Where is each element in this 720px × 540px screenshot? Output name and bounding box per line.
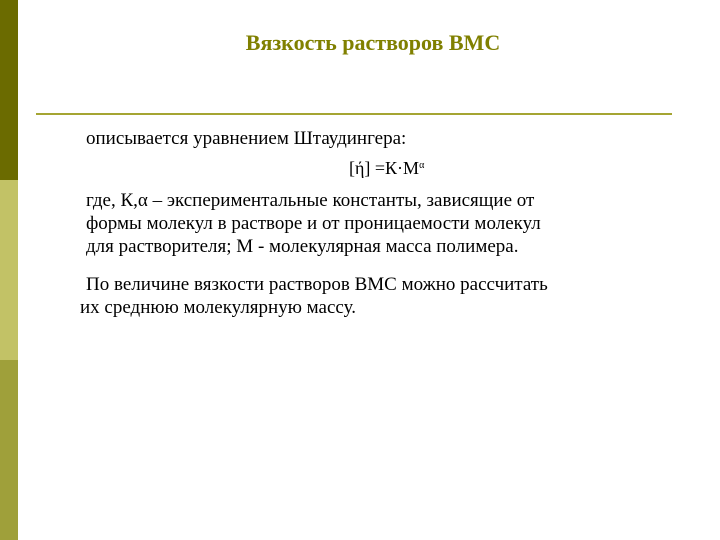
sidebar-segment-middle xyxy=(0,180,18,360)
sidebar-accent-bar xyxy=(0,0,18,540)
paragraph-line: По величине вязкости растворов ВМС можно рассчитать xyxy=(86,274,548,295)
formula-base: [ή] =К·М xyxy=(349,158,420,178)
formula-exponent: α xyxy=(419,160,425,171)
intro-text: описывается уравнением Штаудингера: xyxy=(86,128,407,149)
sidebar-segment-bottom xyxy=(0,360,18,540)
paragraph-line: формы молекул в растворе и от проницаемости молекул xyxy=(86,213,541,234)
staudinger-formula xyxy=(349,158,424,179)
sidebar-segment-top xyxy=(0,0,18,180)
conclusion-paragraph xyxy=(80,273,686,319)
paragraph-line: для растворителя; М - молекулярная масса полимера. xyxy=(86,236,519,257)
title-divider xyxy=(36,113,672,115)
slide-title: Вязкость растворов ВМС xyxy=(245,30,501,55)
paragraph-line: их среднюю молекулярную массу. xyxy=(80,297,356,318)
constants-paragraph xyxy=(86,189,686,258)
paragraph-line: где, К,α – экспериментальные константы, зависящие от xyxy=(86,190,535,211)
